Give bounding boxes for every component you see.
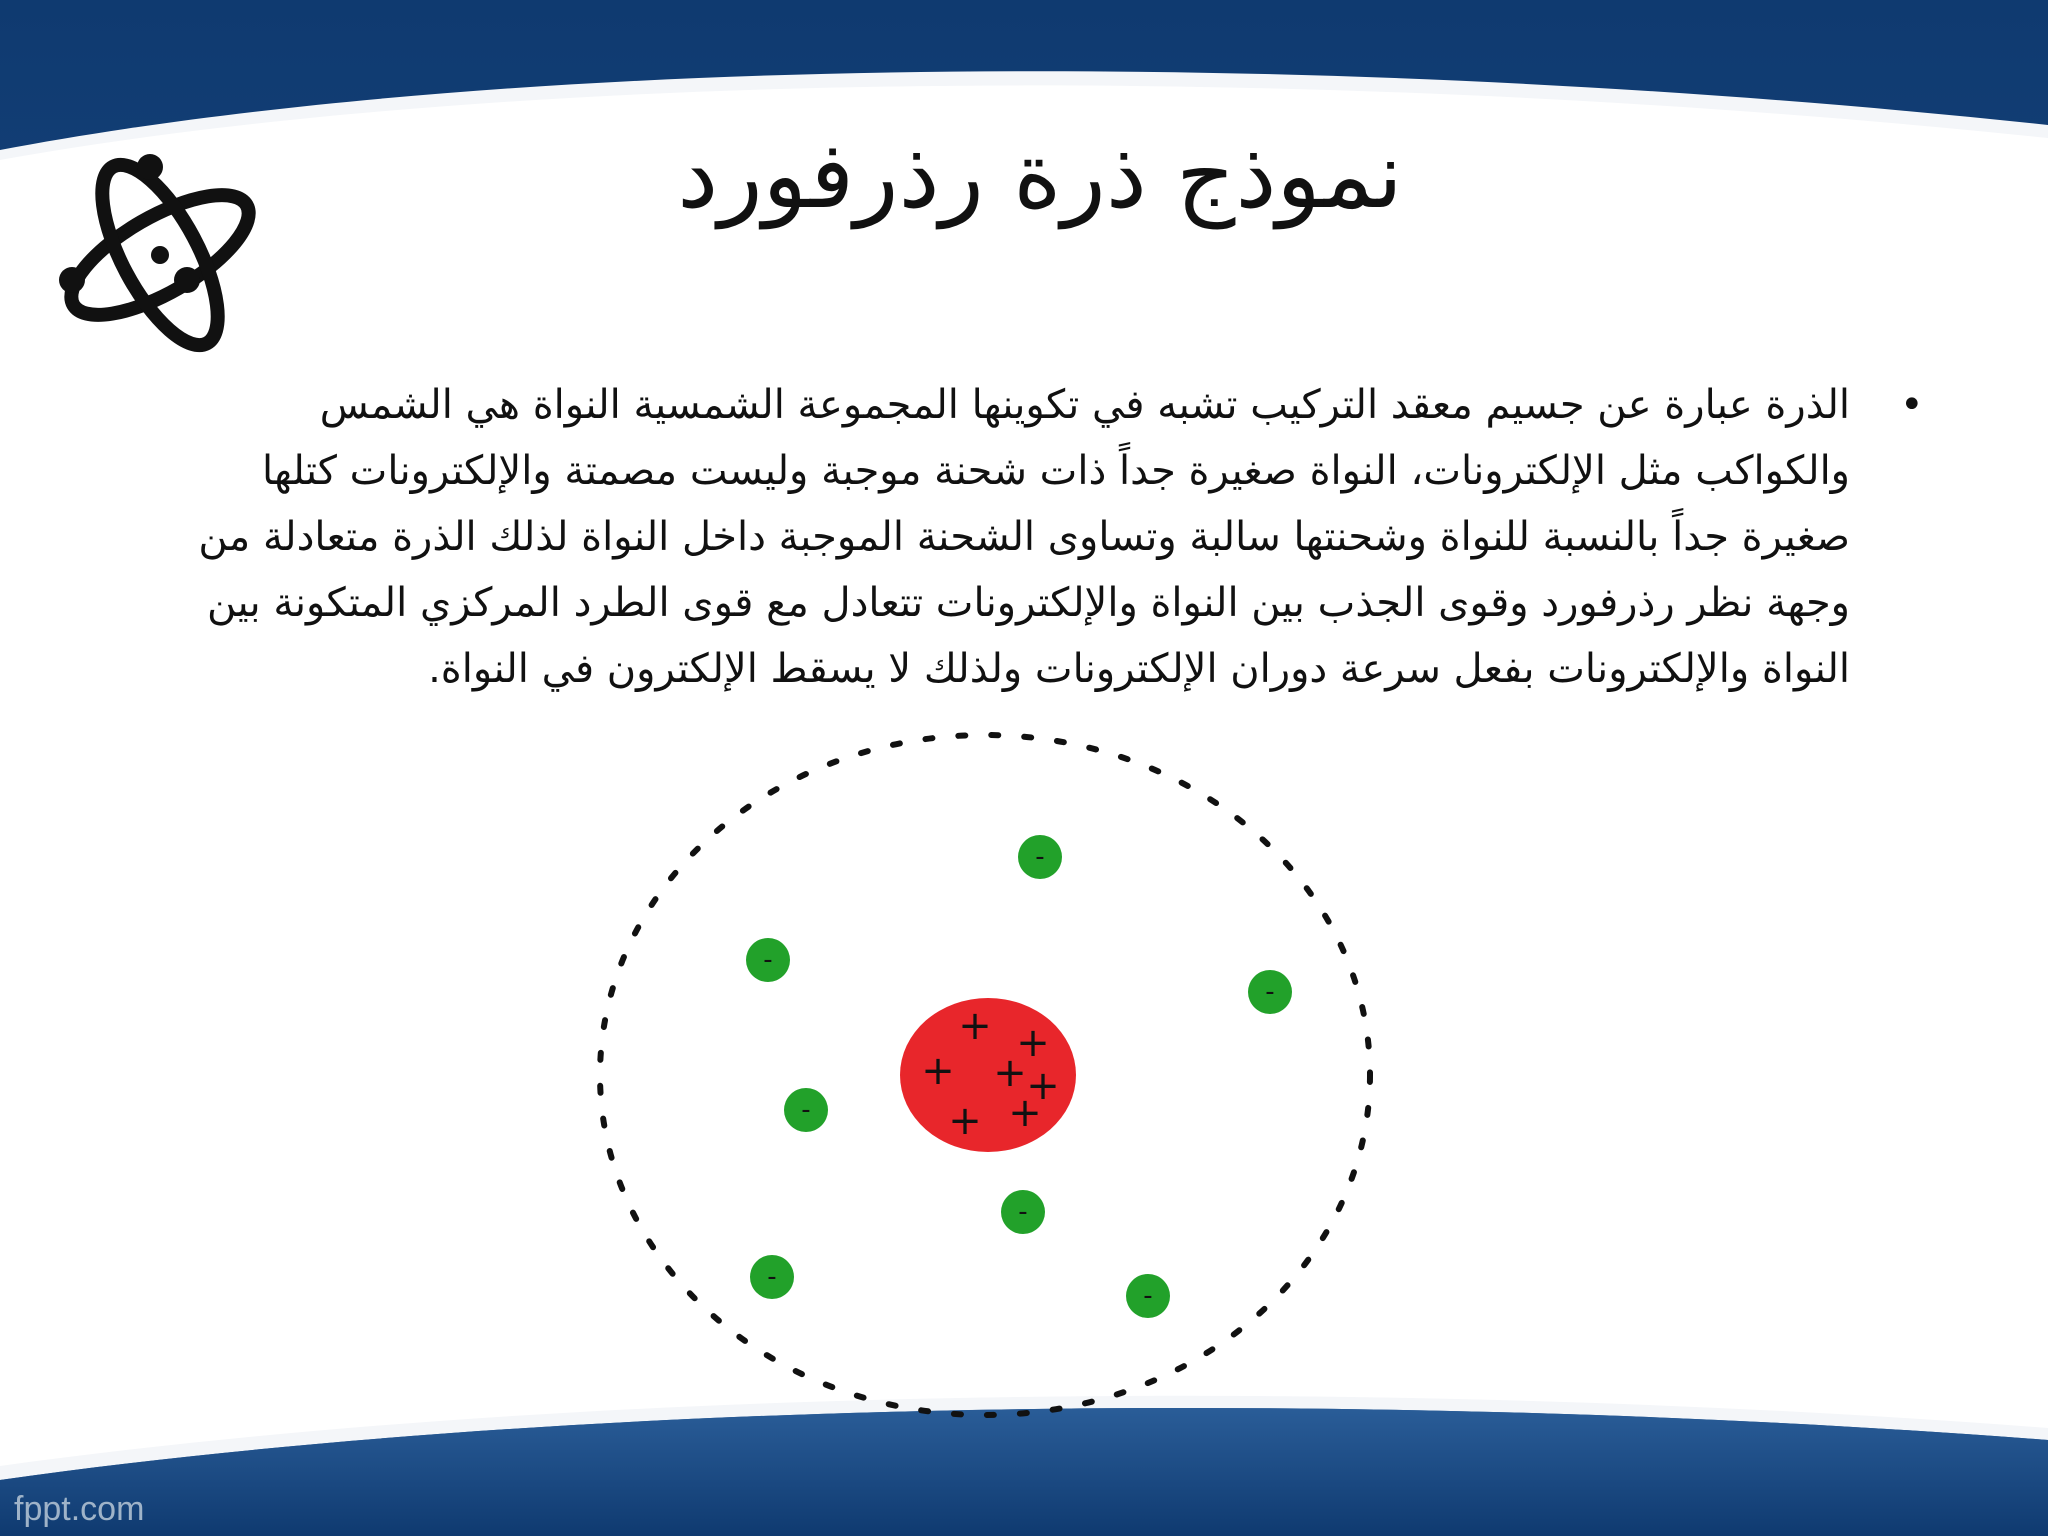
electron: [784, 1088, 828, 1132]
proton-plus-sign: +: [948, 1098, 982, 1144]
electron-minus-sign: -: [1035, 842, 1045, 872]
proton-plus-sign: +: [993, 1050, 1027, 1096]
proton-plus-sign: +: [921, 1048, 955, 1094]
proton-plus-sign: +: [1026, 1063, 1060, 1109]
electron: [1018, 835, 1062, 879]
proton-plus-sign: +: [1008, 1090, 1042, 1136]
electron: [1126, 1274, 1170, 1318]
body-paragraph: الذرة عبارة عن جسيم معقد التركيب تشبه في تكوينها المجموعة الشمسية النواة هي الشمس والكواكب مثل الإلكترونات، النواة صغيرة جداً ذات شحنة موجبة وليست مصمتة والإلكترونات كتلها صغيرة جداً بالنسبة للنواة وشحنتها سالبة وتساوى الشحنة الموجبة داخل النواة لذلك الذرة متعادلة من وجهة نظر رذرفورد وقوى الجذب بين النواة والإلكترونات تتعادل مع قوى الطرد المركزي المتكونة بين النواة والإلكترونات بفعل سرعة دوران الإلكترونات ولذلك لا يسقط الإلكترون في النواة.: [198, 382, 1850, 692]
proton-plus-sign: +: [1016, 1020, 1050, 1066]
slide-title: نموذج ذرة رذرفورد: [677, 122, 1403, 229]
electron-minus-sign: -: [763, 945, 773, 975]
electron-minus-sign: -: [1143, 1281, 1153, 1311]
electron: [746, 938, 790, 982]
electron: [1248, 970, 1292, 1014]
watermark: fppt.com: [14, 1490, 145, 1528]
proton-plus-sign: +: [958, 1003, 992, 1049]
electron: [1001, 1190, 1045, 1234]
electron-minus-sign: -: [801, 1095, 811, 1125]
bullet-marker: •: [1900, 382, 1924, 428]
electron-minus-sign: -: [1018, 1197, 1028, 1227]
electron-minus-sign: -: [767, 1262, 777, 1292]
electron-minus-sign: -: [1265, 977, 1275, 1007]
electron: [750, 1255, 794, 1299]
